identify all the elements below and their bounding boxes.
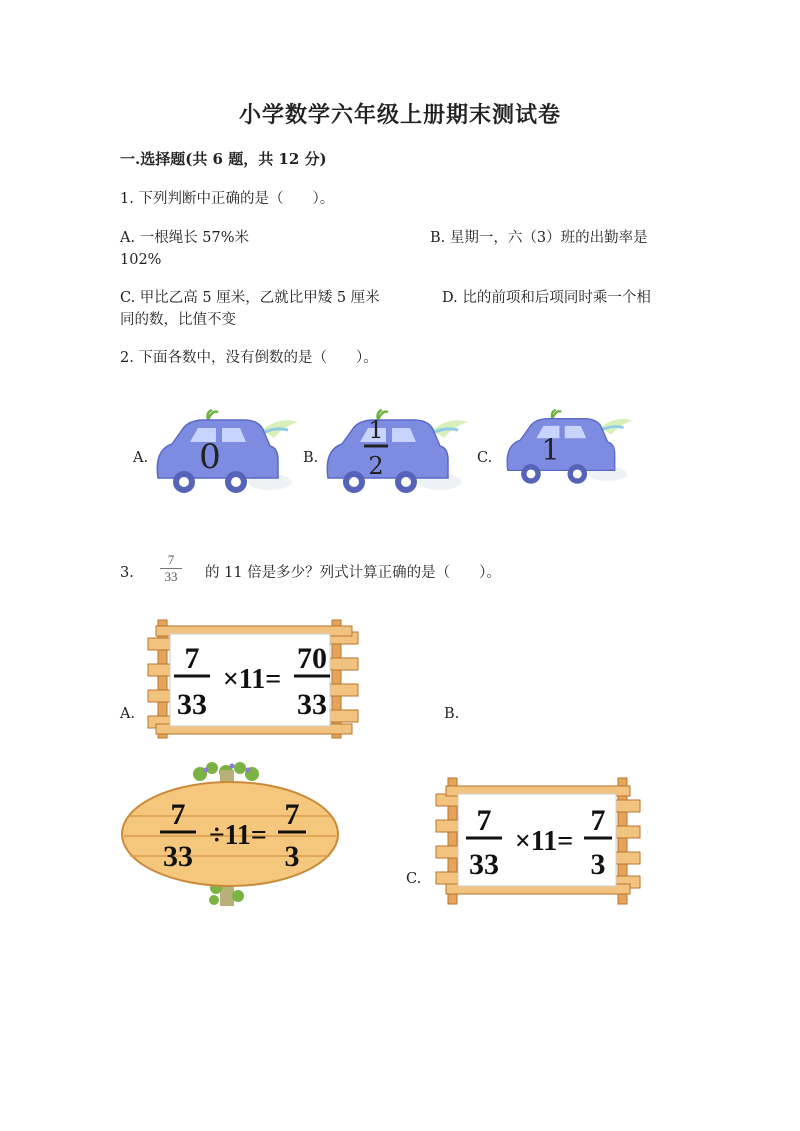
sign-option-a[interactable] (146, 618, 362, 740)
question-3-stem: 的 11 倍是多少？列式计算正确的是（ ）。 (205, 565, 501, 581)
car-option-a[interactable] (150, 408, 300, 500)
question-1-stem: 1. 下列判断中正确的是（ ）。 (120, 191, 335, 207)
car-b-denominator: 2 (368, 452, 384, 480)
sign-a-num2: 70 (297, 642, 327, 675)
car-b-numerator: 1 (368, 416, 384, 444)
sign-b-num1: 7 (170, 798, 186, 831)
car-option-c[interactable] (500, 408, 635, 490)
question-3-fraction-numerator: 7 (167, 552, 175, 567)
sign-a-den2: 33 (297, 688, 327, 721)
sign-a-num1: 7 (184, 642, 200, 675)
sign-b-operator: ÷11= (209, 820, 267, 851)
sign-c-num1: 7 (476, 804, 492, 837)
question-1-option-a[interactable]: A. 一根绳长 57%米 (120, 230, 250, 246)
question-2-label-b: B. (303, 450, 319, 466)
question-3-fraction (158, 553, 184, 584)
question-1-option-d[interactable]: D. 比的前项和后项同时乘一个相 (442, 290, 651, 306)
question-3-label-b: B. (444, 706, 460, 722)
section-heading: 一.选择题(共 6 题，共 12 分) (120, 150, 327, 168)
sign-b-num2: 7 (284, 798, 300, 831)
sign-option-c[interactable] (432, 776, 644, 906)
sign-c-operator: ×11= (514, 826, 574, 857)
question-2-stem: 2. 下面各数中，没有倒数的是（ ）。 (120, 350, 378, 366)
car-c-number: 1 (541, 433, 560, 467)
sign-a-operator: ×11= (222, 664, 282, 695)
car-option-b[interactable] (320, 408, 470, 500)
question-1-option-b-cont: 102% (120, 252, 162, 268)
question-3-number: 3. (120, 565, 134, 581)
question-3-label-a: A. (120, 706, 136, 722)
question-1-option-d-cont: 同的数，比值不变 (120, 312, 236, 328)
sign-c-num2: 7 (590, 804, 606, 837)
question-2-label-c: C. (477, 450, 493, 466)
sign-b-den1: 33 (163, 840, 193, 873)
sign-option-b[interactable] (120, 760, 342, 906)
question-3-fraction-denominator: 33 (164, 569, 178, 584)
question-1-option-c[interactable]: C. 甲比乙高 5 厘米，乙就比甲矮 5 厘米 (120, 290, 380, 306)
sign-c-den2: 3 (590, 848, 606, 881)
question-1-option-b[interactable]: B. 星期一，六（3）班的出勤率是 (430, 230, 648, 246)
question-2-label-a: A. (133, 450, 149, 466)
question-3-label-c: C. (406, 871, 422, 887)
sign-b-den2: 3 (284, 840, 300, 873)
page-title: 小学数学六年级上册期末测试卷 (238, 102, 561, 128)
sign-a-den1: 33 (177, 688, 207, 721)
car-a-number: 0 (199, 437, 221, 477)
sign-c-den1: 33 (469, 848, 499, 881)
